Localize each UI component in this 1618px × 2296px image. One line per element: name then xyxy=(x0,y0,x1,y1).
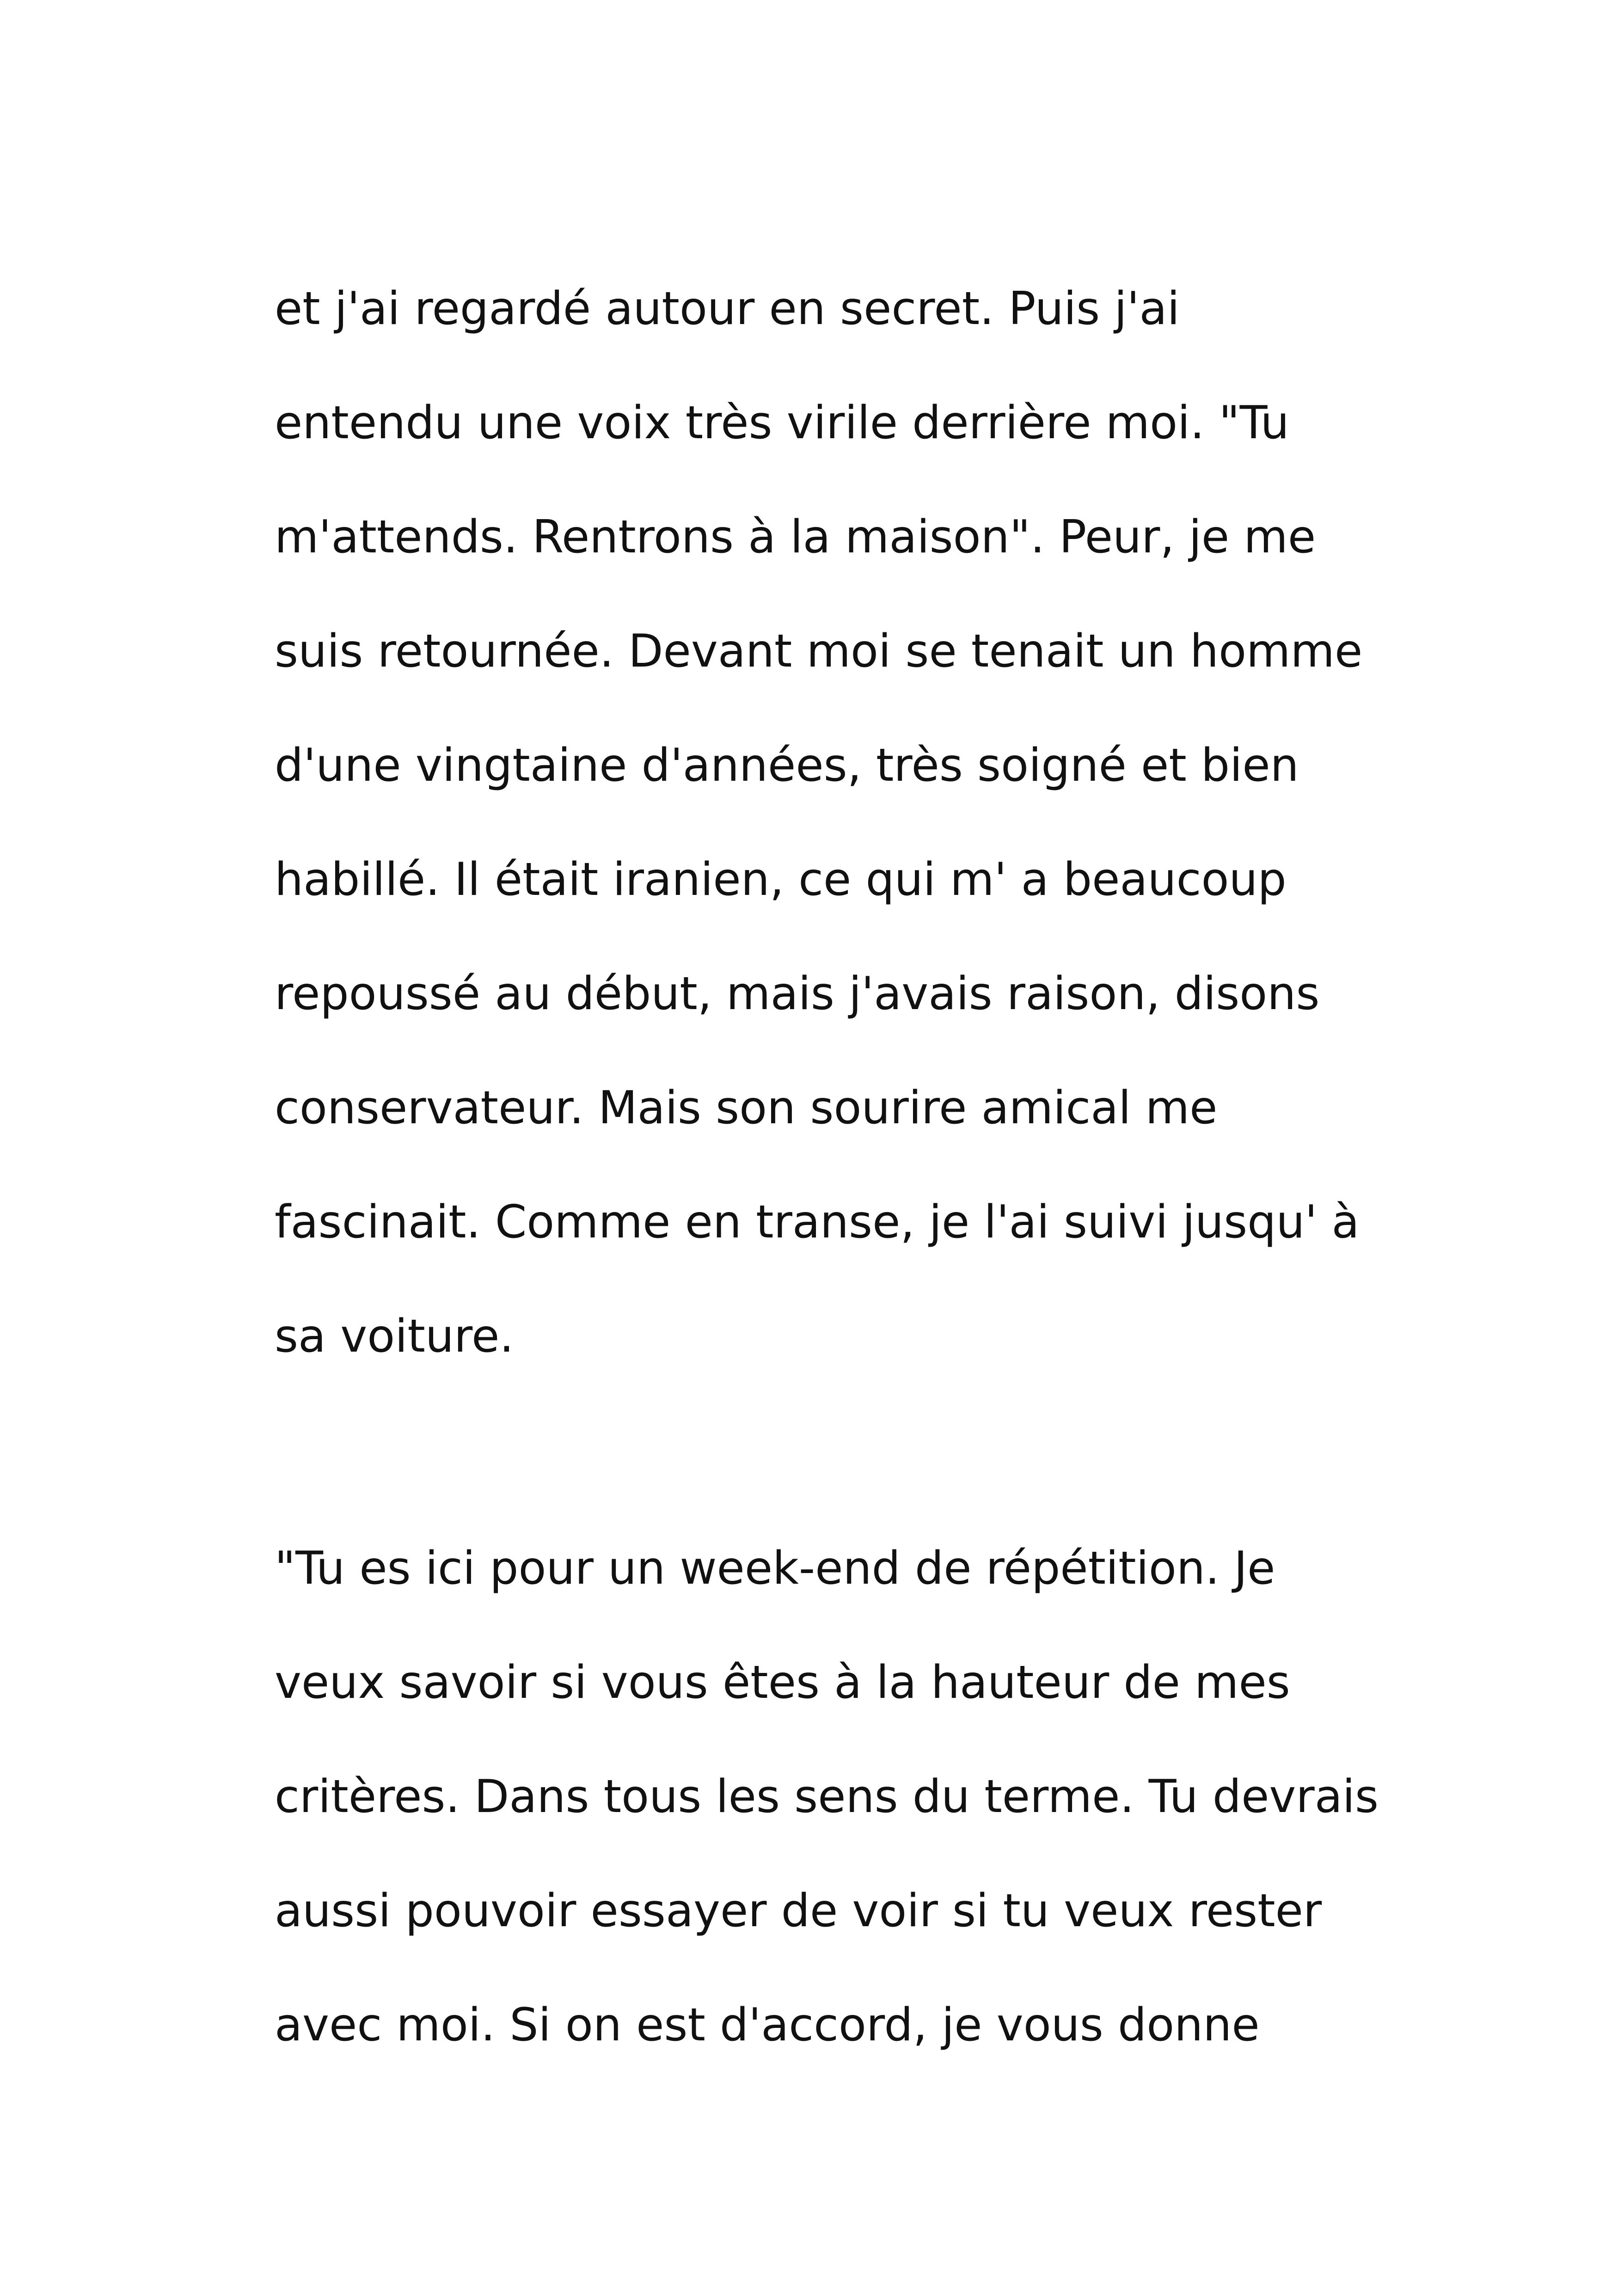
text-line: m'attends. Rentrons à la maison". Peur, je me xyxy=(275,511,1316,563)
text-line: "Tu es ici pour un week-end de répétition. Je xyxy=(275,1542,1275,1595)
text-line: entendu une voix très virile derrière moi. "Tu xyxy=(275,397,1289,449)
text-line: aussi pouvoir essayer de voir si tu veux rester xyxy=(275,1885,1322,1937)
text-line: repoussé au début, mais j'avais raison, disons xyxy=(275,967,1320,1020)
text-line: suis retournée. Devant moi se tenait un homme xyxy=(275,625,1363,678)
text-line: habillé. Il était iranien, ce qui m' a beaucoup xyxy=(275,853,1287,906)
text-line: veux savoir si vous êtes à la hauteur de mes xyxy=(275,1656,1290,1709)
text-line: avec moi. Si on est d'accord, je vous donne xyxy=(275,1999,1260,2051)
text-line: fascinait. Comme en transe, je l'ai suivi jusqu' à xyxy=(275,1196,1360,1249)
text-line: et j'ai regardé autour en secret. Puis j'ai xyxy=(275,282,1180,335)
paragraph-1 xyxy=(275,252,1384,1394)
paragraph-2 xyxy=(275,1512,1384,2082)
text-line: conservateur. Mais son sourire amical me xyxy=(275,1082,1218,1134)
text-line: critères. Dans tous les sens du terme. Tu devrais xyxy=(275,1770,1379,1823)
text-line: d'une vingtaine d'années, très soigné et bien xyxy=(275,739,1299,792)
text-line: sa voiture. xyxy=(275,1310,514,1363)
